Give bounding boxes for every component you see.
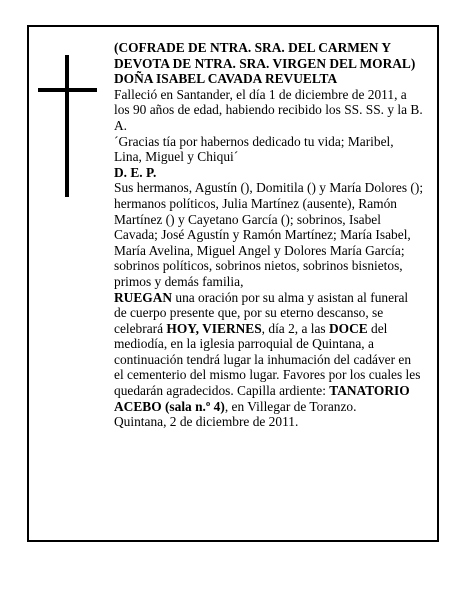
cross-icon-horizontal-bar [38,88,97,92]
funeral-text-4: , en Villegar de Toranzo. [224,398,357,414]
brotherhood-header-text: (COFRADE DE NTRA. SRA. DEL CARMEN Y DEVOTA DE NTRA. SRA. VIRGEN DEL MORAL) [114,40,416,71]
funeral-paragraph [114,290,424,415]
brotherhood-header [114,40,424,71]
funeral-chapel: TANATORIO ACEBO (sala n.º 4) [114,383,410,414]
rip-line [114,165,424,181]
dedication-paragraph: ´Gracias tía por habernos dedicado tu vida; Maribel, Lina, Miguel y Chiqui´ [114,133,394,165]
funeral-day: HOY, VIERNES [166,320,262,336]
deceased-name [114,71,424,87]
deceased-name-text: DOÑA ISABEL CAVADA REVUELTA [114,71,338,87]
funeral-text-2: , día 2, a las [261,320,329,336]
funeral-text-1: una oración por su alma y asistan al funeral de cuerpo presente que, por su eterno descanso, se celebrará [114,289,409,336]
obituary-text [114,40,424,430]
cross-icon-vertical-bar [65,55,69,197]
date-line: Quintana, 2 de diciembre de 2011. [114,414,299,430]
funeral-text-3: del mediodía, en la iglesia parroquial de Quintana, a continuación tendrá lugar la inhumación del cadáver en el cementerio del mismo lugar. Favores por los cuales les quedarán agradecidos. Capilla ardiente: [114,320,421,399]
death-paragraph: Falleció en Santander, el día 1 de diciembre de 2011, a los 90 años de edad, habiendo recibido los SS. SS. y la B. A. [114,86,423,133]
ruegan-text: RUEGAN [114,289,173,305]
family-paragraph: Sus hermanos, Agustín (), Domitila () y María Dolores (); hermanos políticos, Julia Martínez (ausente), Ramón Martínez () y Cayetano García (); sobrinos, Isabel Cavada; José Agustín y Ramón Martínez; María Isabel, María Avelina, Miguel Angel y Dolores María García; sobrinos políticos, sobrinos nietos, sobrinos bisnietos, primos y demás familia, [114,180,424,289]
rip-text: D. E. P. [114,164,157,180]
funeral-hour: DOCE [328,320,368,336]
